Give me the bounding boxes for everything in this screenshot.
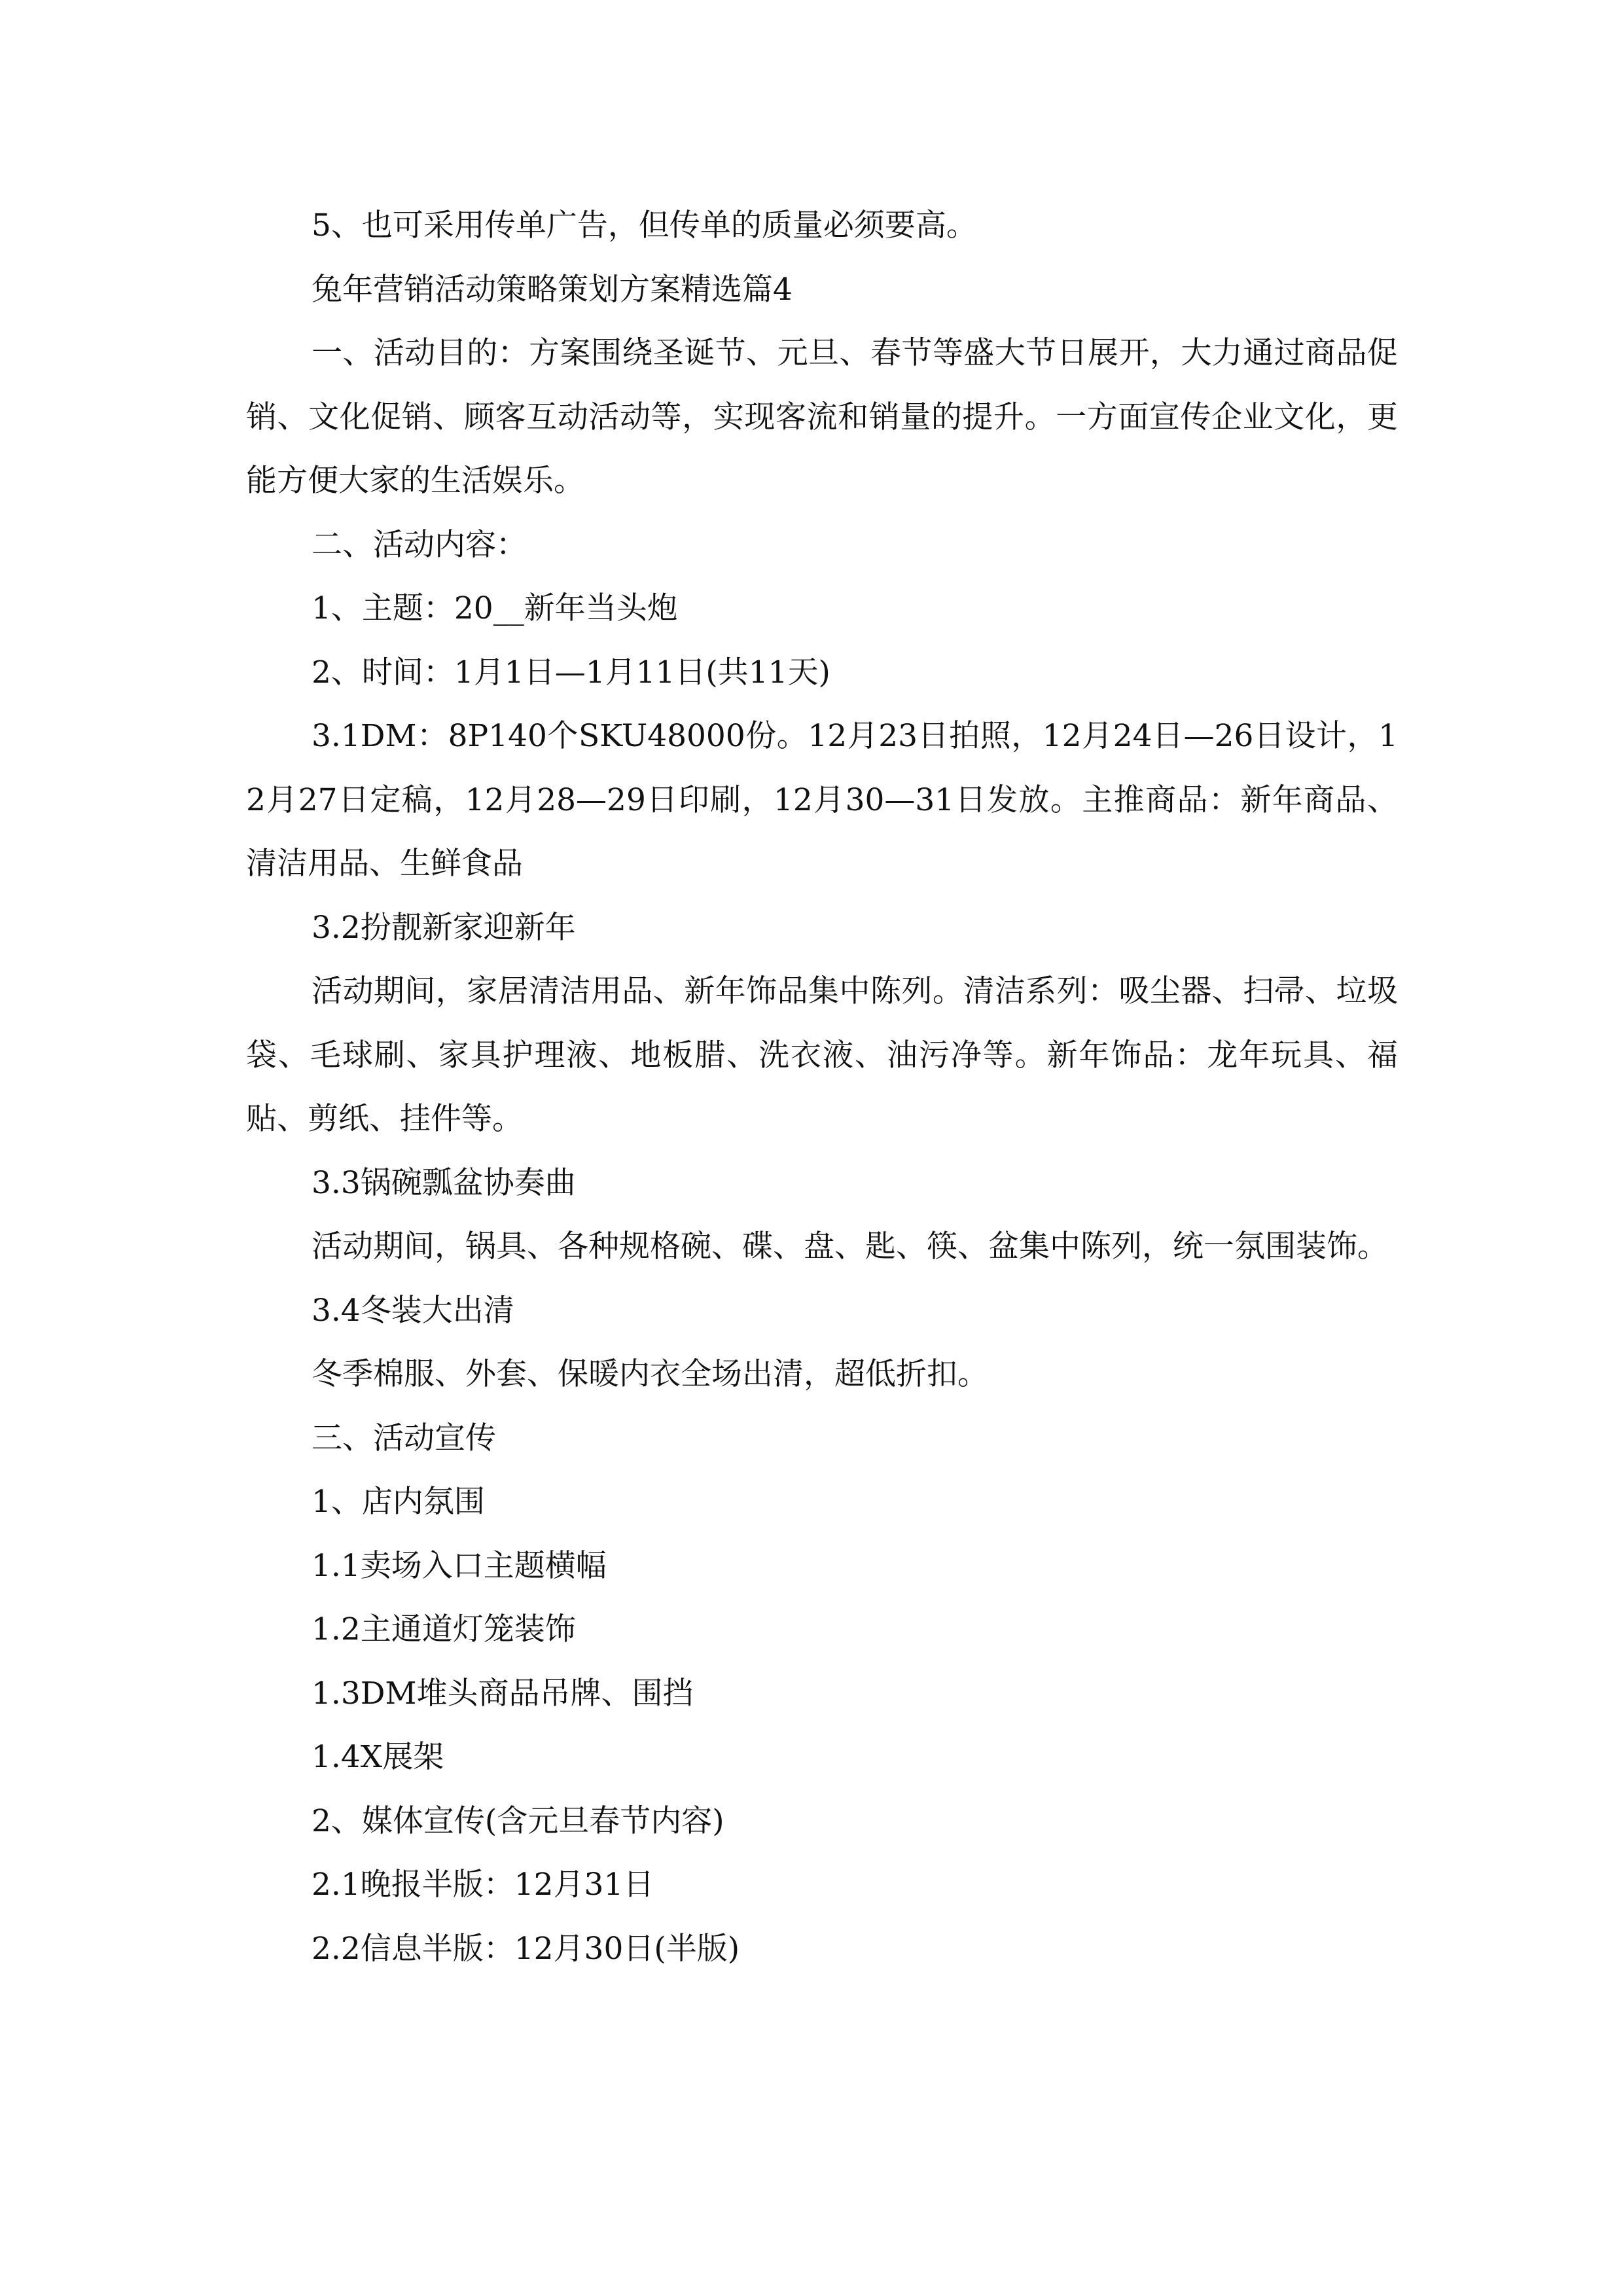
item-evening-paper: 2.1晚报半版：12月31日 bbox=[312, 1867, 654, 1903]
paragraph-store-atmosphere: 1、店内氛围 bbox=[312, 1484, 485, 1520]
subheading-kitchenware: 3.3锅碗瓢盆协奏曲 bbox=[312, 1164, 576, 1201]
item-info-paper: 2.2信息半版：12月30日(半版) bbox=[312, 1930, 740, 1967]
paragraph-media: 2、媒体宣传(含元旦春节内容) bbox=[312, 1803, 724, 1839]
item-lantern-decoration: 1.2主通道灯笼装饰 bbox=[312, 1611, 576, 1647]
paragraph-flyer-note: 5、也可采用传单广告，但传单的质量必须要高。 bbox=[312, 207, 977, 243]
subheading-winter-clearance: 3.4冬装大出清 bbox=[312, 1292, 514, 1329]
paragraph-cleaning-items: 活动期间，家居清洁用品、新年饰品集中陈列。清洁系列：吸尘器、扫帚、垃圾袋、毛球刷、家具护理液、地板腊、洗衣液、油污净等。新年饰品：龙年玩具、福贴、剪纸、挂件等。 bbox=[246, 973, 1398, 1137]
paragraph-winter-clearance: 冬季棉服、外套、保暖内衣全场出清，超低折扣。 bbox=[312, 1356, 988, 1392]
heading-promotion: 三、活动宣传 bbox=[312, 1420, 496, 1456]
subheading-new-home: 3.2扮靓新家迎新年 bbox=[312, 909, 576, 946]
section-title: 兔年营销活动策略策划方案精选篇4 bbox=[312, 271, 793, 308]
item-entrance-banner: 1.1卖场入口主题横幅 bbox=[312, 1547, 607, 1584]
paragraph-kitchenware: 活动期间，锅具、各种规格碗、碟、盘、匙、筷、盆集中陈列，统一氛围装饰。 bbox=[312, 1229, 1388, 1265]
item-dm-tags: 1.3DM堆头商品吊牌、围挡 bbox=[312, 1675, 694, 1712]
heading-content: 二、活动内容： bbox=[312, 526, 527, 563]
paragraph-theme: 1、主题：20__新年当头炮 bbox=[312, 590, 678, 626]
document-body bbox=[246, 194, 1398, 1981]
paragraph-dm-schedule: 3.1DM：8P140个SKU48000份。12月23日拍照，12月24日—26日设计，12月27日定稿，12月28—29日印刷，12月30—31日发放。主推商品：新年商品、清洁用品、生鲜食品 bbox=[246, 718, 1398, 882]
paragraph-time: 2、时间：1月1日—1月11日(共11天) bbox=[312, 654, 830, 691]
item-x-stand: 1.4X展架 bbox=[312, 1739, 444, 1775]
paragraph-purpose: 一、活动目的：方案围绕圣诞节、元旦、春节等盛大节日展开，大力通过商品促销、文化促销、顾客互动活动等，实现客流和销量的提升。一方面宣传企业文化，更能方便大家的生活娱乐。 bbox=[246, 335, 1398, 499]
